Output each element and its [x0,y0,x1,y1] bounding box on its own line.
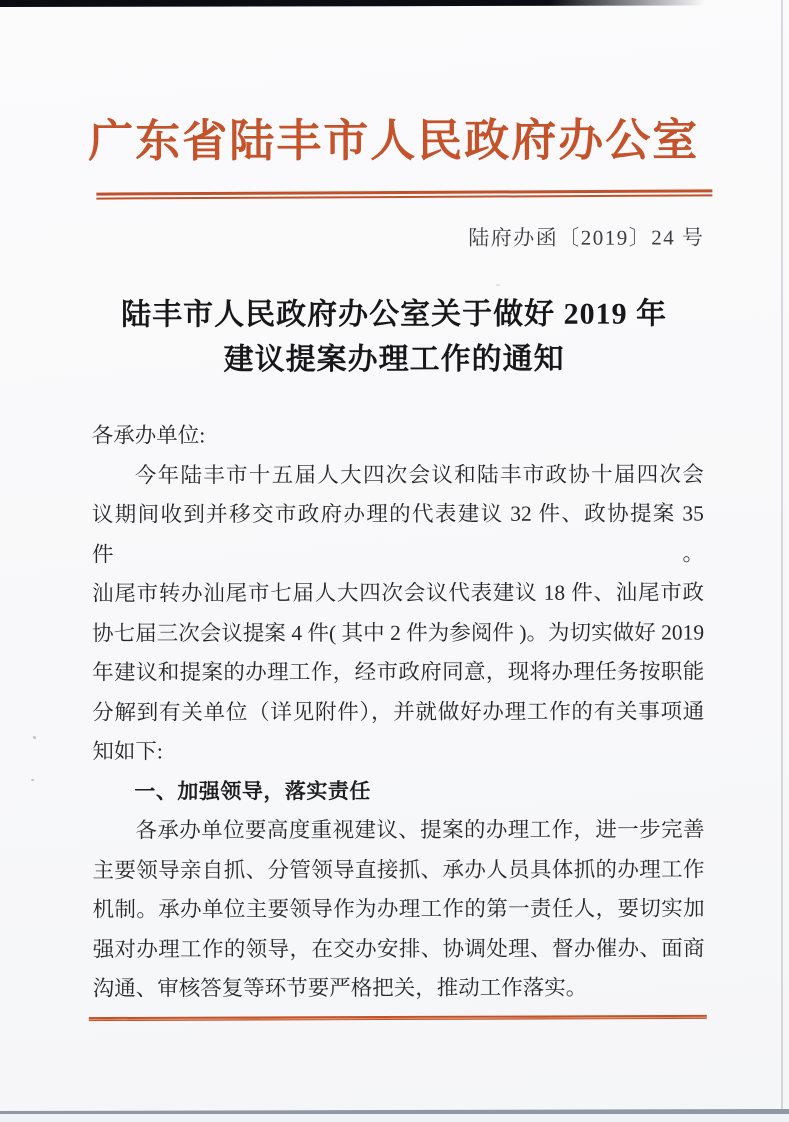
body-line: 分解到有关单位（详见附件），并就做好办理工作的有关事项通 [92,698,705,725]
document-body [92,415,705,1009]
document-title [0,291,789,382]
body-line: 沟通、审核答复等环节要严格把关，推动工作落实。 [92,975,588,1001]
document-title-line-1: 陆丰市人民政府办公室关于做好 2019 年 [121,297,668,332]
scan-dust-speck [31,779,34,781]
body-line: 汕尾市转办汕尾市七届人大四次会议代表建议 18 件、汕尾市政 [92,580,705,606]
document-title-line-2: 建议提案办理工作的通知 [223,342,565,377]
letterhead-title: 广东省陆丰市人民政府办公室 [88,115,700,167]
body-line: 各承办单位: [91,423,206,448]
letterhead-double-rule [96,189,712,200]
body-line: 强对办理工作的领导，在交办安排、协调处理、督办催办、面商 [92,935,705,962]
body-line: 年建议和提案的办理工作，经市政府同意，现将办理任务按职能 [92,659,705,685]
body-line: 机制。承办单位主要领导作为办理工作的第一责任人，要切实加 [92,896,705,922]
scan-right-edge-artifact [781,0,783,1112]
body-line: 各承办单位要高度重视建议、提案的办理工作，进一步完善 [135,817,705,843]
document-reference-number: 陆府办函〔2019〕24 号 [468,225,705,250]
body-line: 议期间收到并移交市政府办理的代表建议 32 件、政协提案 35 件。 [91,501,705,567]
footer-red-rule [89,1015,707,1021]
section-heading: 一、加强领导，落实责任 [134,779,371,803]
scan-dust-speck [33,736,36,739]
scan-background-below-page [0,1114,789,1122]
scan-dust-speck [496,284,500,286]
body-line: 今年陆丰市十五届人大四次会议和陆丰市政协十届四次会 [134,461,704,487]
body-line: 协七届三次会议提案 4 件( 其中 2 件为参阅件 )。为切实做好 2019 [92,619,705,646]
body-line: 主要领导亲自抓、分管领导直接抓、承办人员具体抓的办理工作 [92,856,705,883]
body-line: 知如下: [92,739,163,764]
